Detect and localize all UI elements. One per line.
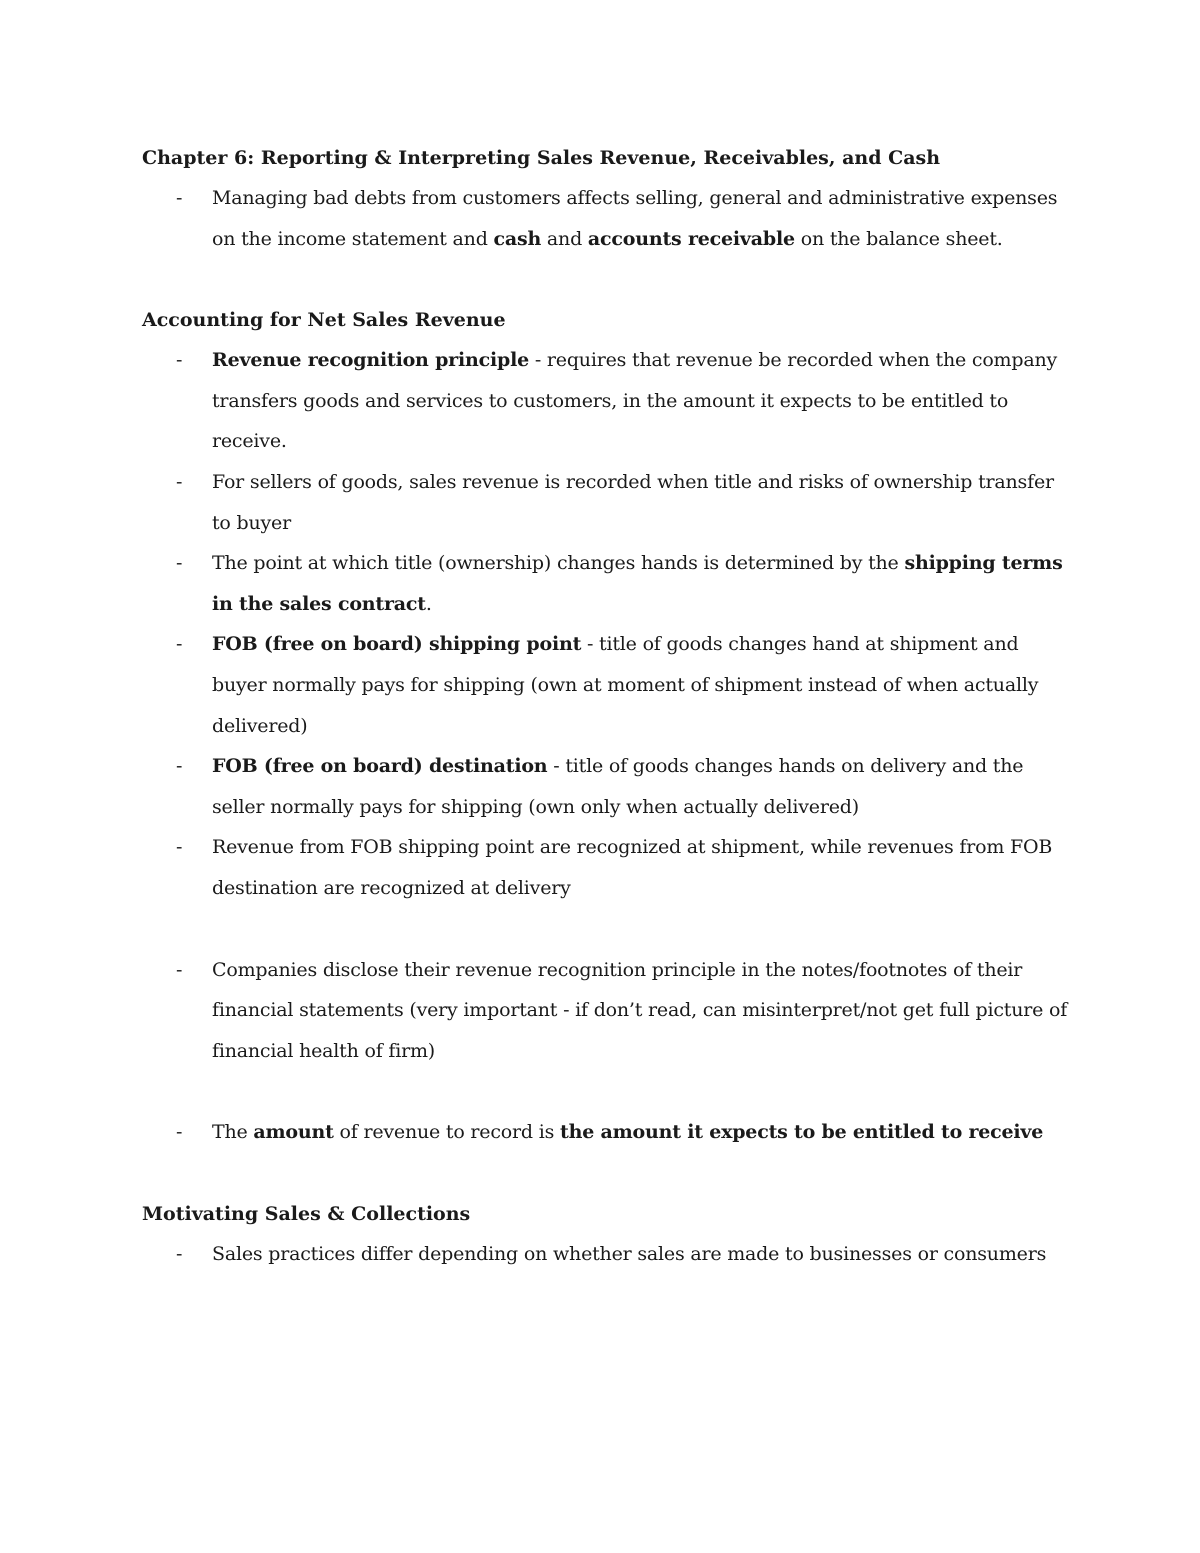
body-text: on the balance sheet. [794, 227, 1003, 250]
bullet-list [142, 1234, 1072, 1275]
section-gap [142, 259, 1072, 300]
body-text: of revenue to record is [333, 1121, 560, 1144]
section-heading: Accounting for Net Sales Revenue [142, 309, 506, 332]
body-text: The [212, 1121, 254, 1144]
body-text: Revenue from FOB shipping point are recognized at shipment, while revenues from FOB destination are recognized at delivery [212, 836, 1053, 899]
bold-text: FOB (free on board) destination [212, 755, 548, 778]
bullet-dash: - [176, 470, 183, 493]
list-item [142, 827, 1072, 908]
section-heading: Chapter 6: Reporting & Interpreting Sales Revenue, Receivables, and Cash [142, 147, 941, 169]
list-item [142, 746, 1072, 827]
bullet-dash: - [176, 958, 183, 981]
body-text: . [425, 592, 432, 615]
document-content [142, 138, 1072, 1274]
section-heading: Motivating Sales & Collections [142, 1202, 471, 1225]
blank-line [142, 1071, 1072, 1112]
bullet-dash: - [176, 755, 183, 778]
bullet-dash: - [176, 349, 183, 372]
body-text: - title of goods changes hands on delivery and the seller normally pays for shipping (own only when actually delivered) [212, 755, 1024, 818]
body-text: Managing bad debts from customers affects selling, general and administrative expenses on the income statement and [212, 187, 1058, 250]
blank-line [142, 909, 1072, 950]
body-text: - title of goods changes hand at shipment and buyer normally pays for shipping (own at moment of shipment instead of when actually delivered) [212, 633, 1039, 737]
bullet-list [142, 178, 1072, 259]
section [142, 1194, 1072, 1275]
list-item [142, 1112, 1072, 1153]
bold-text: FOB (free on board) shipping point [212, 633, 582, 656]
body-text: Companies disclose their revenue recognition principle in the notes/footnotes of their financial statements (very important - if don’t read, can misinterpret/not get full picture of financial health of firm) [212, 958, 1068, 1062]
body-text: - requires that revenue be recorded when the company transfers goods and services to customers, in the amount it expects to be entitled to receive. [212, 349, 1058, 453]
list-item [142, 462, 1072, 543]
body-text: The point at which title (ownership) changes hands is determined by the [212, 552, 905, 575]
bullet-dash: - [176, 836, 183, 859]
body-text: and [541, 227, 588, 250]
bold-text: accounts receivable [587, 227, 795, 250]
body-text: Sales practices differ depending on whether sales are made to businesses or consumers [212, 1242, 1047, 1265]
list-item [142, 624, 1072, 746]
bold-text: shipping terms in the sales contract [212, 552, 1063, 615]
bullet-dash: - [176, 552, 183, 575]
list-item [142, 340, 1072, 462]
bold-text: Revenue recognition principle [212, 349, 529, 372]
section-gap [142, 1153, 1072, 1194]
body-text: For sellers of goods, sales revenue is recorded when title and risks of ownership transfer to buyer [212, 470, 1054, 534]
bullet-dash: - [176, 633, 183, 656]
bold-text: cash [493, 227, 542, 250]
section [142, 138, 1072, 259]
bullet-list [142, 340, 1072, 1153]
section [142, 300, 1072, 1153]
bullet-dash: - [176, 1121, 183, 1144]
bold-text: amount [253, 1121, 334, 1144]
bullet-dash: - [176, 187, 183, 209]
list-item [142, 950, 1072, 1072]
list-item [142, 1234, 1072, 1275]
bullet-dash: - [176, 1242, 183, 1265]
list-item [142, 543, 1072, 624]
bold-text: the amount it expects to be entitled to receive [560, 1121, 1044, 1144]
list-item [142, 178, 1072, 259]
